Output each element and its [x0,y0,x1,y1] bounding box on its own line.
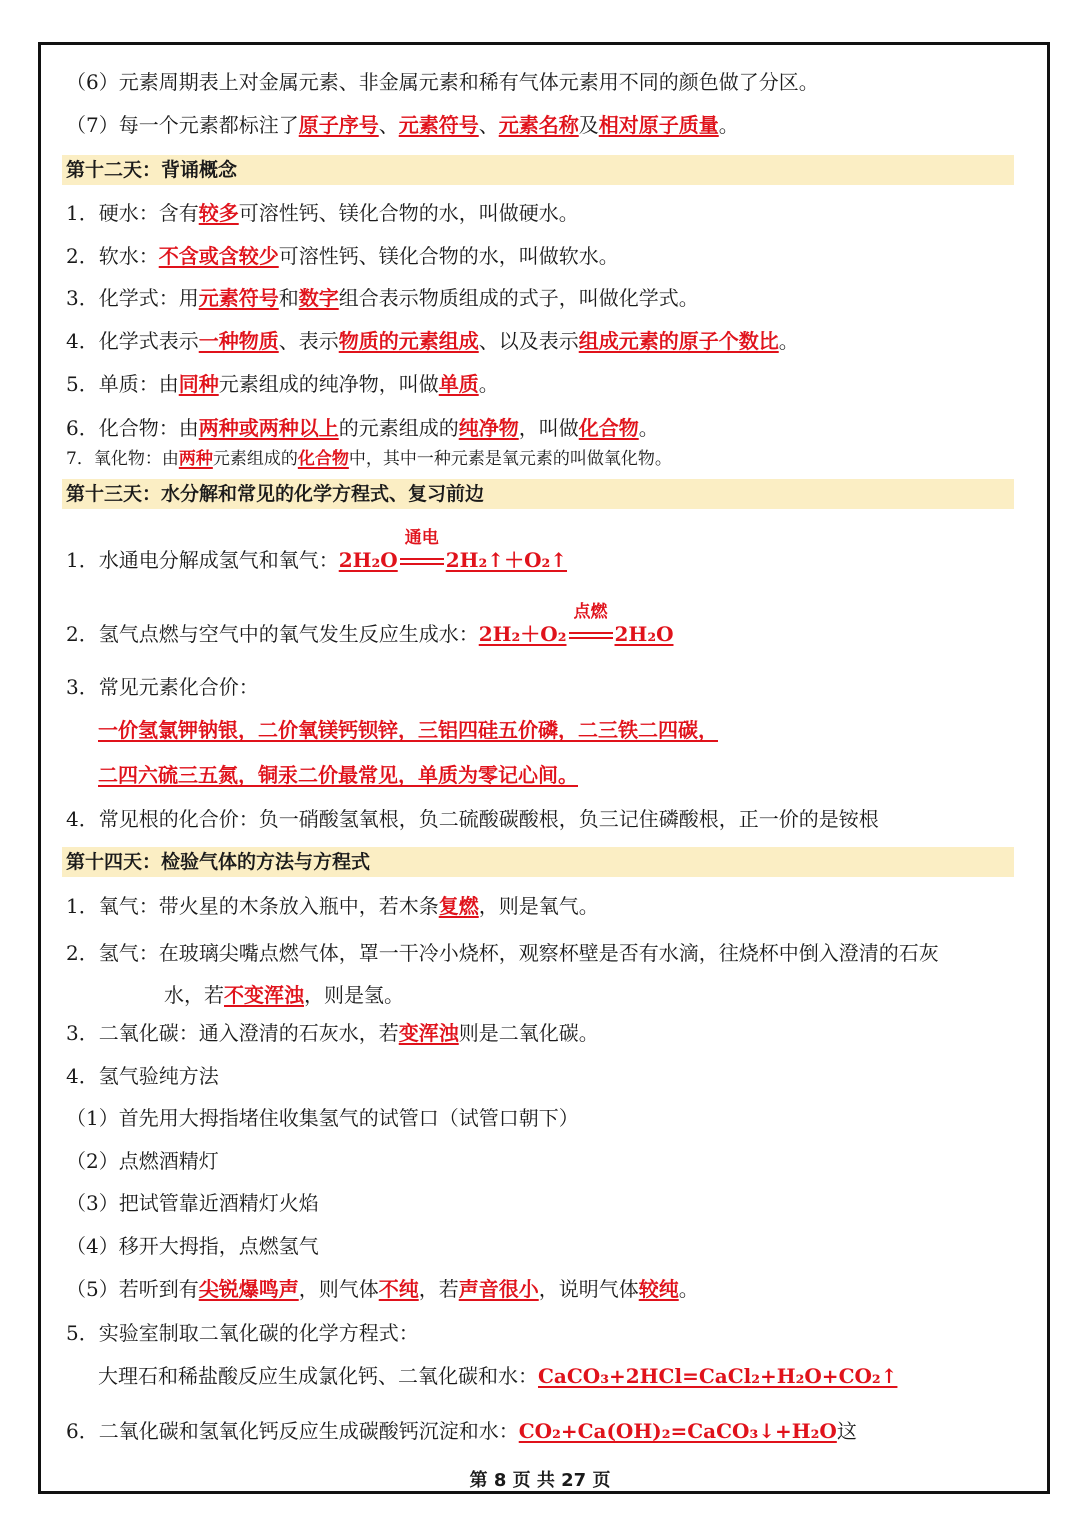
text: 5．单质：由 [66,372,179,396]
answer: 同种 [178,372,219,396]
text: 3．常见元素化合价： [66,675,259,699]
text: 1．硬水：含有 [66,201,199,225]
text: ，叫做 [518,416,579,440]
text: 大理石和稀盐酸反应生成氯化钙、二氧化碳和水： [98,1364,538,1388]
answer: 组成元素的原子个数比 [578,329,779,353]
list-item [66,1319,419,1347]
text: 6．化合物：由 [66,416,199,440]
text: 。 [718,113,739,137]
answer: 尖锐爆鸣声 [198,1277,299,1301]
list-item [66,1417,857,1445]
list-item [66,528,568,574]
section-heading-day14: 第十四天：检验气体的方法与方程式 [62,847,1014,877]
text: （4）移开大拇指，点燃氢气 [66,1234,319,1258]
answer: 原子序号 [298,113,379,137]
text: 1．水通电分解成氢气和氧气： [66,548,339,572]
text: 5．实验室制取二氧化碳的化学方程式： [66,1321,419,1345]
answer: 数字 [298,286,339,310]
text: 这 [836,1419,857,1443]
text: 、 [378,113,399,137]
answer: 相对原子质量 [598,113,719,137]
sub-step [66,1147,219,1175]
list-item [66,199,579,227]
list-item [66,445,672,473]
text: （2）点燃酒精灯 [66,1149,219,1173]
text: 7．氧化物：由 [66,449,179,469]
valence-rhyme-line-1 [98,716,718,744]
answer: 二四六硫三五氮，铜汞二价最常见，单质为零记心间。 [98,763,578,787]
section-heading-day12: 第十二天：背诵概念 [62,155,1014,185]
list-item [66,602,674,648]
answer: 化合物 [297,449,349,469]
condition-label: 通电 [404,528,439,548]
answer: 不纯 [378,1277,419,1301]
section-heading-day13: 第十三天：水分解和常见的化学方程式、复习前边 [62,479,1014,509]
text: 、以及表示 [478,329,579,353]
element-table-note-7 [66,111,739,139]
equation-right: 2H₂O [614,622,674,646]
list-item [66,327,799,355]
text: 6．二氧化碳和氢氧化钙反应生成碳酸钙沉淀和水： [66,1419,519,1443]
page-number: 第 8 页 共 27 页 [469,1470,611,1491]
text: （6）元素周期表上对金属元素、非金属元素和稀有气体元素用不同的颜色做了分区。 [66,70,819,94]
list-item [66,414,659,442]
text: 水，若 [164,983,224,1007]
text: 2．氢气点燃与空气中的氧气发生反应生成水： [66,622,479,646]
sub-step [66,1232,319,1260]
list-item [66,1019,599,1047]
text: 2．氢气：在玻璃尖嘴点燃气体，罩一干冷小烧杯，观察杯壁是否有水滴，往烧杯中倒入澄清的石灰 [66,941,939,965]
list-item [66,892,599,920]
text: 3．化学式：用 [66,286,199,310]
answer: 元素符号 [198,286,279,310]
text: 和 [278,286,299,310]
answer: 一种物质 [198,329,279,353]
text: 中，其中一种元素是氧元素的叫做氧化物。 [348,449,672,469]
list-item [66,805,879,833]
list-item [66,242,619,270]
text: 4．化学式表示 [66,329,199,353]
text: 1．氧气：带火星的木条放入瓶中，若木条 [66,894,439,918]
valence-rhyme-line-2 [98,761,578,789]
sub-step [66,1189,319,1217]
equation-condition [398,528,446,574]
answer: 两种或两种以上 [198,416,339,440]
answer: 元素名称 [498,113,579,137]
text: ，则是氧气。 [478,894,599,918]
sub-step [66,1275,699,1303]
answer: 较多 [198,201,239,225]
answer: 复燃 [438,894,479,918]
text: 可溶性钙、镁化合物的水，叫做硬水。 [238,201,579,225]
condition-label: 点燃 [573,602,608,622]
text: （3）把试管靠近酒精灯火焰 [66,1191,319,1215]
list-item [66,370,499,398]
text: 4．常见根的化合价：负一硝酸氢氧根，负二硫酸碳酸根，负三记住磷酸根，正一价的是铵根 [66,807,879,831]
equation-right: 2H₂↑＋O₂↑ [445,548,568,572]
text: 可溶性钙、镁化合物的水，叫做软水。 [278,244,619,268]
text: 3．二氧化碳：通入澄清的石灰水，若 [66,1021,399,1045]
text: 。 [478,372,499,396]
list-item [66,284,699,312]
list-item [66,1062,219,1090]
equation-left: 2H₂O [338,548,398,572]
text: 元素组成的 [212,449,298,469]
list-item-continuation [164,981,404,1009]
answer: 化合物 [578,416,639,440]
text: 。 [638,416,659,440]
answer: 纯净物 [458,416,519,440]
text: ，则气体 [298,1277,379,1301]
answer: 较纯 [638,1277,679,1301]
text: 。 [778,329,799,353]
text: 。 [678,1277,699,1301]
text: 的元素组成的 [338,416,459,440]
text: 、 [478,113,499,137]
text: ，说明气体 [538,1277,639,1301]
answer: 不含或含较少 [158,244,279,268]
text: 组合表示物质组成的式子，叫做化学式。 [338,286,699,310]
answer: 单质 [438,372,479,396]
list-item [66,939,939,967]
answer: 物质的元素组成 [338,329,479,353]
equation: CO₂+Ca(OH)₂=CaCO₃↓+H₂O [518,1419,837,1443]
text: 则是二氧化碳。 [458,1021,599,1045]
element-table-note-6 [66,68,819,96]
sub-step [66,1104,579,1132]
text: 、表示 [278,329,339,353]
text: ，则是氢。 [304,983,404,1007]
answer: 一价氢氯钾钠银，二价氧镁钙钡锌，三铝四硅五价磷，二三铁二四碳， [98,718,718,742]
answer: 不变浑浊 [224,983,304,1007]
equation-condition [567,602,615,648]
text: 4．氢气验纯方法 [66,1064,219,1088]
text: （7）每一个元素都标注了 [66,113,299,137]
text: ，若 [418,1277,459,1301]
equation-left: 2H₂＋O₂ [478,622,567,646]
text: （5）若听到有 [66,1277,199,1301]
list-item [66,673,259,701]
list-item-continuation [98,1362,897,1390]
equals-bar [400,558,444,565]
answer: 元素符号 [398,113,479,137]
answer: 两种 [178,449,213,469]
text: （1）首先用大拇指堵住收集氢气的试管口（试管口朝下） [66,1106,579,1130]
text: 2．软水： [66,244,159,268]
equation: CaCO₃+2HCl=CaCl₂+H₂O+CO₂↑ [538,1364,898,1388]
equals-bar [569,632,613,639]
text: 元素组成的纯净物，叫做 [218,372,439,396]
answer: 声音很小 [458,1277,539,1301]
text: 及 [578,113,599,137]
answer: 变浑浊 [398,1021,459,1045]
